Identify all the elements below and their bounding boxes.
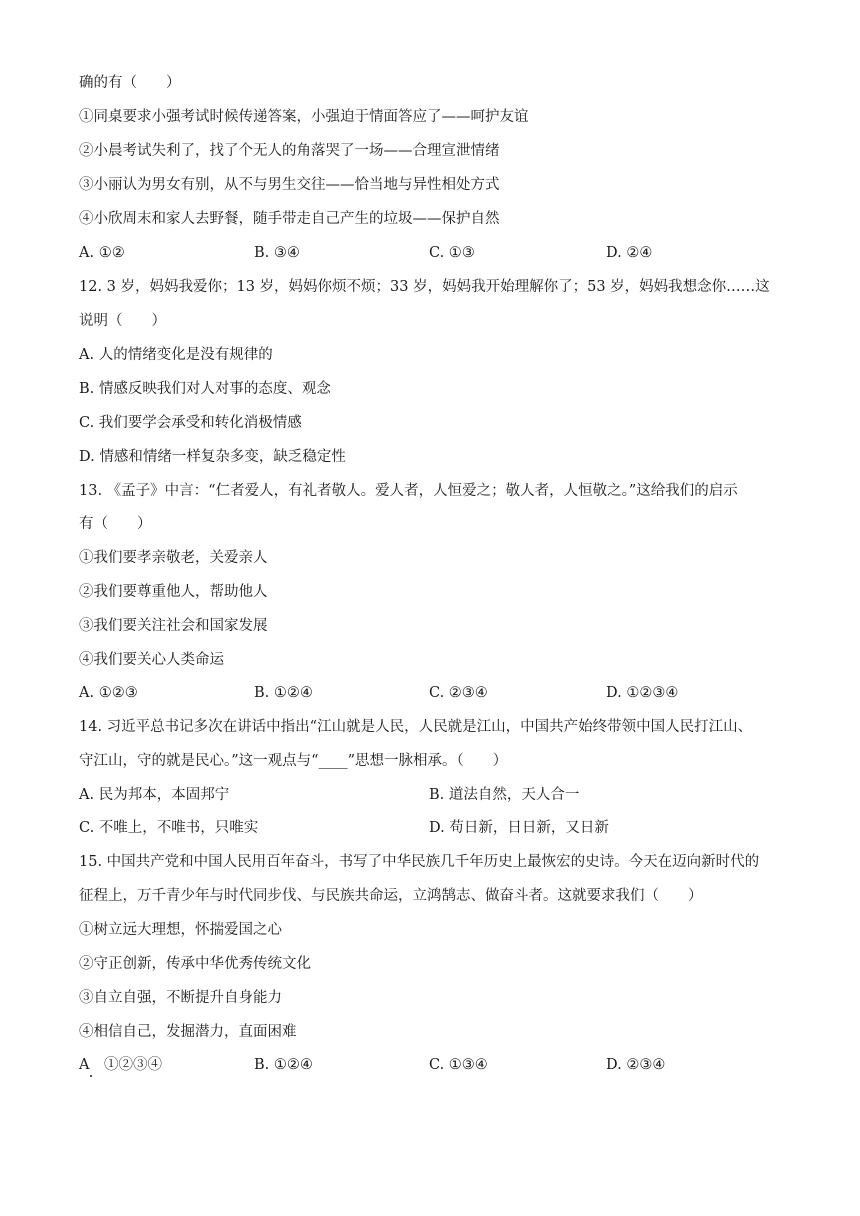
q15-option-a: A ①②③④ bbox=[79, 1057, 162, 1073]
q14-options-row-2 bbox=[79, 818, 799, 838]
q11-options bbox=[79, 243, 799, 263]
q11-item-2: ②小晨考试失利了，找了个无人的角落哭了一场——合理宣泄情绪 bbox=[79, 143, 500, 159]
q15-item-2: ②守正创新，传承中华优秀传统文化 bbox=[79, 956, 311, 972]
q11-option-d: D. ②④ bbox=[606, 245, 653, 261]
q15-option-c: C. ①③④ bbox=[429, 1057, 488, 1073]
q15-stem-line-1: 15. 中国共产党和中国人民用百年奋斗，书写了中华民族几千年历史上最恢宏的史诗。今天在迈向新时代的 bbox=[79, 854, 760, 870]
q13-option-d: D. ①②③④ bbox=[606, 685, 679, 701]
q15-item-3: ③自立自强，不断提升自身能力 bbox=[79, 990, 282, 1006]
q13-stem-line-1: 13. 《孟子》中言：“仁者爱人，有礼者敬人。爱人者，人恒爱之；敬人者，人恒敬之。”这给我们的启示 bbox=[79, 483, 738, 499]
q12-option-d: D. 情感和情绪一样复杂多变，缺乏稳定性 bbox=[79, 449, 346, 465]
q11-stem-tail: 确的有（ ） bbox=[79, 75, 181, 91]
q11-option-c: C. ①③ bbox=[429, 245, 475, 261]
q14-option-a: A. 民为邦本，本固邦宁 bbox=[79, 787, 230, 803]
q13-options bbox=[79, 683, 799, 703]
q11-item-4: ④小欣周末和家人去野餐，随手带走自己产生的垃圾——保护自然 bbox=[79, 211, 500, 227]
option-a-dot-mark bbox=[90, 1075, 92, 1077]
q14-option-c: C. 不唯上，不唯书，只唯实 bbox=[79, 820, 259, 836]
q15-stem-line-2: 征程上，万千青少年与时代同步伐、与民族共命运，立鸿鹄志、做奋斗者。这就要求我们（ ） bbox=[79, 888, 703, 904]
q13-stem-line-2: 有（ ） bbox=[79, 516, 152, 532]
q11-option-a: A. ①② bbox=[79, 245, 125, 261]
q13-option-c: C. ②③④ bbox=[429, 685, 488, 701]
q12-option-c: C. 我们要学会承受和转化消极情感 bbox=[79, 415, 302, 431]
q13-option-a: A. ①②③ bbox=[79, 685, 138, 701]
q13-item-4: ④我们要关心人类命运 bbox=[79, 652, 224, 668]
q11-item-1: ①同桌要求小强考试时候传递答案，小强迫于情面答应了——呵护友谊 bbox=[79, 109, 529, 125]
q12-stem-line-2: 说明（ ） bbox=[79, 313, 166, 329]
q14-stem-line-1: 14. 习近平总书记多次在讲话中指出“江山就是人民，人民就是江山，中国共产始终带领中国人民打江山、 bbox=[79, 719, 753, 735]
q12-option-a: A. 人的情绪变化是没有规律的 bbox=[79, 347, 273, 363]
q14-option-b: B. 道法自然，天人合一 bbox=[429, 787, 580, 803]
q12-option-b: B. 情感反映我们对人对事的态度、观念 bbox=[79, 381, 331, 397]
q13-item-1: ①我们要孝亲敬老，关爱亲人 bbox=[79, 550, 268, 566]
q15-option-d: D. ②③④ bbox=[606, 1057, 666, 1073]
q11-option-b: B. ③④ bbox=[254, 245, 300, 261]
q15-item-1: ①树立远大理想，怀揣爱国之心 bbox=[79, 922, 282, 938]
q13-item-2: ②我们要尊重他人，帮助他人 bbox=[79, 584, 268, 600]
q13-item-3: ③我们要关注社会和国家发展 bbox=[79, 618, 268, 634]
q15-options bbox=[79, 1055, 799, 1075]
q13-option-b: B. ①②④ bbox=[254, 685, 313, 701]
q11-item-3: ③小丽认为男女有别，从不与男生交往——恰当地与异性相处方式 bbox=[79, 177, 500, 193]
q14-stem-line-2: 守江山，守的就是民心。”这一观点与“____”思想一脉相承。（ ） bbox=[79, 753, 508, 769]
q15-option-b: B. ①②④ bbox=[254, 1057, 313, 1073]
q14-option-d: D. 苟日新，日日新，又日新 bbox=[429, 820, 609, 836]
q14-options-row-1 bbox=[79, 785, 799, 805]
q12-stem-line-1: 12. 3 岁，妈妈我爱你；13 岁，妈妈你烦不烦；33 岁，妈妈我开始理解你了；53 岁，妈妈我想念你……这 bbox=[79, 279, 770, 295]
q15-item-4: ④相信自己，发掘潜力，直面困难 bbox=[79, 1024, 297, 1040]
